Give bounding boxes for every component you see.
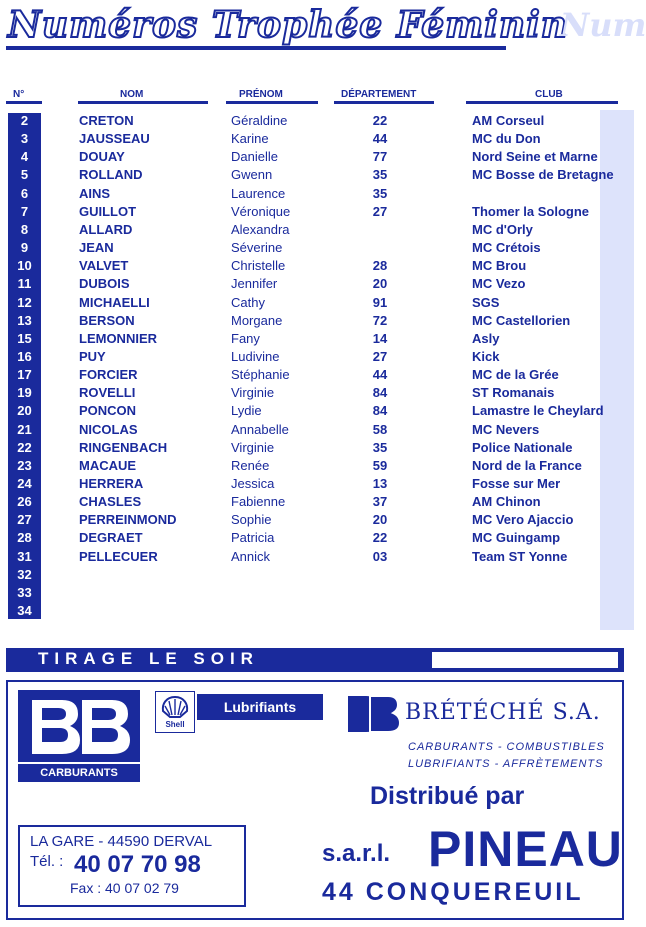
title-show-through: Num	[560, 6, 646, 44]
table-row	[0, 276, 634, 294]
table-row	[0, 422, 634, 440]
cell-dept: 22	[372, 530, 388, 546]
breteche-name: BRÉTÉCHÉ S.A.	[405, 700, 601, 725]
cell-club: MC du Don	[472, 131, 541, 147]
cell-club: Kick	[472, 348, 500, 364]
cell-dept: 91	[372, 294, 388, 310]
cell-club: MC Castellorien	[472, 312, 571, 328]
cell-num: 28	[17, 530, 32, 546]
cell-prenom: Stéphanie	[231, 367, 290, 383]
cell-num: 34	[17, 603, 32, 619]
cell-prenom: Christelle	[231, 258, 286, 274]
cell-nom: JEAN	[79, 240, 114, 256]
table-row	[0, 258, 634, 276]
cell-prenom: Annick	[231, 548, 271, 564]
table-row	[0, 494, 634, 512]
cell-nom: PELLECUER	[79, 548, 158, 564]
table-row	[0, 367, 634, 385]
table-row	[0, 331, 634, 349]
cell-nom: RINGENBACH	[79, 439, 168, 455]
cell-club: AM Corseul	[472, 113, 545, 128]
table-row	[0, 403, 634, 421]
cell-nom: DOUAY	[79, 149, 125, 165]
cell-num: 22	[17, 439, 32, 455]
cell-prenom: Karine	[231, 131, 269, 147]
cell-num: 10	[17, 258, 32, 274]
cell-nom: PUY	[79, 348, 106, 364]
sarl-label: s.a.r.l.	[322, 840, 391, 867]
cell-nom: CHASLES	[79, 494, 142, 510]
cell-club: MC Bosse de Bretagne	[472, 167, 614, 183]
cell-prenom: Danielle	[231, 149, 278, 165]
shell-logo	[155, 691, 195, 733]
header-underline	[226, 101, 318, 104]
cell-prenom: Laurence	[231, 185, 286, 201]
cell-nom: DUBOIS	[79, 276, 130, 292]
cell-prenom: Séverine	[231, 240, 283, 256]
cell-nom: LEMONNIER	[79, 330, 157, 346]
cell-dept: 27	[372, 203, 388, 219]
cell-dept: 20	[372, 512, 388, 528]
cell-prenom: Fany	[231, 330, 260, 346]
table-row	[0, 222, 634, 240]
carburants-label: CARBURANTS	[18, 764, 140, 782]
cell-club: Nord Seine et Marne	[472, 149, 598, 165]
table-row	[0, 458, 634, 476]
cell-dept: 35	[372, 167, 388, 183]
header-club: CLUB	[535, 89, 563, 100]
breteche-icon	[346, 694, 400, 734]
cell-num: 6	[20, 185, 29, 201]
cell-club: SGS	[472, 294, 500, 310]
breteche-activities-2: LUBRIFIANTS - AFFRÈTEMENTS	[408, 758, 604, 770]
cell-nom: NICOLAS	[79, 421, 138, 437]
table-row	[0, 295, 634, 313]
tel-label: Tél. :	[30, 853, 64, 870]
cell-club: AM Chinon	[472, 494, 541, 510]
cell-club: Team ST Yonne	[472, 548, 568, 564]
cell-num: 15	[17, 330, 32, 346]
shell-label: Shell	[165, 720, 185, 729]
breteche-logo	[346, 694, 400, 739]
table-row	[0, 567, 634, 585]
header-departement: DÉPARTEMENT	[341, 89, 417, 100]
cell-num: 5	[20, 167, 29, 183]
cell-nom: ALLARD	[79, 221, 133, 237]
header-underline	[466, 101, 618, 104]
cell-prenom: Ludivine	[231, 348, 280, 364]
cell-club: MC de la Grée	[472, 367, 559, 383]
cell-num: 21	[17, 421, 32, 437]
cell-num: 7	[20, 203, 29, 219]
cell-prenom: Véronique	[231, 203, 291, 219]
cell-num: 20	[17, 403, 32, 419]
table-row	[0, 585, 634, 603]
header-underline	[78, 101, 208, 104]
cell-nom: AINS	[79, 185, 111, 201]
cell-dept: 35	[372, 439, 388, 455]
distributed-by: Distribué par	[370, 782, 525, 810]
cell-prenom: Renée	[231, 457, 270, 473]
cell-club: Thomer la Sologne	[472, 203, 590, 219]
cell-dept: 27	[372, 348, 388, 364]
lubrifiants-label: Lubrifiants	[197, 694, 323, 720]
cell-dept: 77	[372, 149, 388, 165]
cell-nom: HERRERA	[79, 476, 144, 491]
table-row	[0, 149, 634, 167]
title-underline	[6, 46, 506, 50]
cell-prenom: Virginie	[231, 385, 275, 401]
cell-nom: PONCON	[79, 403, 137, 419]
cell-prenom: Annabelle	[231, 421, 289, 437]
cell-num: 12	[17, 294, 32, 310]
table-row	[0, 186, 634, 204]
table-row	[0, 167, 634, 185]
conquereuil-address: 44 CONQUEREUIL	[322, 878, 584, 906]
cell-nom: VALVET	[79, 258, 129, 274]
cell-dept: 44	[372, 131, 388, 147]
header-underline	[6, 101, 42, 104]
cell-num: 9	[20, 240, 29, 256]
cell-num: 32	[17, 566, 32, 582]
cell-club: MC Vezo	[472, 276, 526, 292]
cell-club: MC Guingamp	[472, 530, 561, 546]
cell-num: 2	[20, 113, 29, 128]
cell-dept: 37	[372, 494, 388, 510]
cell-num: 27	[17, 512, 32, 528]
cell-prenom: Cathy	[231, 294, 265, 310]
cell-club: MC Crétois	[472, 240, 541, 256]
tirage-blank-box	[432, 652, 618, 668]
cell-prenom: Patricia	[231, 530, 275, 546]
bb-logo-icon	[18, 690, 140, 762]
header-prenom: PRÉNOM	[239, 89, 283, 100]
table-row	[0, 476, 634, 494]
cell-dept: 59	[372, 457, 388, 473]
cell-num: 16	[17, 348, 32, 364]
cell-nom: FORCIER	[79, 367, 138, 383]
cell-dept: 14	[372, 330, 388, 346]
cell-prenom: Gwenn	[231, 167, 273, 183]
cell-num: 11	[17, 276, 32, 292]
cell-dept: 35	[372, 185, 388, 201]
table-row	[0, 113, 634, 131]
tel-number: 40 07 70 98	[74, 851, 201, 878]
cell-nom: PERREINMOND	[79, 512, 177, 528]
table-row	[0, 204, 634, 222]
table-row	[0, 131, 634, 149]
cell-num: 3	[20, 131, 29, 147]
bb-logo	[18, 690, 140, 762]
cell-num: 4	[20, 149, 29, 165]
table-row	[0, 440, 634, 458]
cell-nom: MACAUE	[79, 457, 137, 473]
cell-nom: GUILLOT	[79, 203, 137, 219]
cell-dept: 72	[372, 312, 388, 328]
cell-dept: 84	[372, 403, 388, 419]
cell-nom: ROLLAND	[79, 167, 143, 183]
address: LA GARE - 44590 DERVAL	[30, 833, 213, 850]
cell-dept: 44	[372, 367, 388, 383]
table-row	[0, 240, 634, 258]
cell-club: ST Romanais	[472, 385, 555, 401]
cell-num: 23	[17, 457, 32, 473]
table-row	[0, 549, 634, 567]
cell-club: Asly	[472, 330, 500, 346]
cell-num: 33	[17, 584, 32, 600]
cell-num: 26	[17, 494, 32, 510]
cell-nom: MICHAELLI	[79, 294, 150, 310]
cell-num: 31	[17, 548, 32, 564]
table-row	[0, 603, 634, 621]
cell-num: 19	[17, 385, 32, 401]
table-row	[0, 512, 634, 530]
cell-club: Lamastre le Cheylard	[472, 403, 604, 419]
cell-num: 17	[17, 367, 32, 383]
cell-num: 13	[17, 312, 32, 328]
cell-dept: 13	[372, 476, 388, 491]
page-title: Numéros Trophée Féminin	[8, 4, 568, 46]
cell-nom: DEGRAET	[79, 530, 143, 546]
fax-number: Fax : 40 07 02 79	[70, 880, 179, 896]
header-underline	[334, 101, 434, 104]
cell-dept: 28	[372, 258, 388, 274]
cell-dept: 22	[372, 113, 388, 128]
cell-prenom: Morgane	[231, 312, 283, 328]
table-row	[0, 313, 634, 331]
cell-prenom: Géraldine	[231, 113, 288, 128]
header-nom: NOM	[120, 89, 144, 100]
cell-nom: CRETON	[79, 113, 134, 128]
breteche-activities-1: CARBURANTS - COMBUSTIBLES	[408, 741, 605, 753]
cell-nom: BERSON	[79, 312, 135, 328]
table-row	[0, 530, 634, 548]
table-row	[0, 385, 634, 403]
cell-club: MC Brou	[472, 258, 527, 274]
cell-nom: JAUSSEAU	[79, 131, 150, 147]
cell-prenom: Alexandra	[231, 221, 290, 237]
cell-club: MC d'Orly	[472, 221, 533, 237]
cell-club: Fosse sur Mer	[472, 476, 561, 491]
cell-nom: ROVELLI	[79, 385, 136, 401]
cell-club: Nord de la France	[472, 457, 582, 473]
cell-num: 8	[20, 221, 29, 237]
header-num: N°	[13, 89, 25, 100]
cell-dept: 84	[372, 385, 388, 401]
cell-prenom: Fabienne	[231, 494, 286, 510]
pineau-name: PINEAU	[428, 821, 623, 877]
cell-prenom: Virginie	[231, 439, 275, 455]
cell-dept: 58	[372, 421, 388, 437]
cell-prenom: Sophie	[231, 512, 272, 528]
cell-prenom: Jessica	[231, 476, 275, 491]
cell-club: Police Nationale	[472, 439, 573, 455]
cell-dept: 20	[372, 276, 388, 292]
cell-prenom: Jennifer	[231, 276, 278, 292]
tirage-text: TIRAGE LE SOIR	[38, 649, 259, 668]
cell-num: 24	[17, 476, 32, 491]
cell-club: MC Nevers	[472, 421, 540, 437]
table-row	[0, 349, 634, 367]
cell-prenom: Lydie	[231, 403, 262, 419]
cell-dept: 03	[372, 548, 388, 564]
shell-icon	[160, 695, 190, 719]
cell-club: MC Vero Ajaccio	[472, 512, 574, 528]
